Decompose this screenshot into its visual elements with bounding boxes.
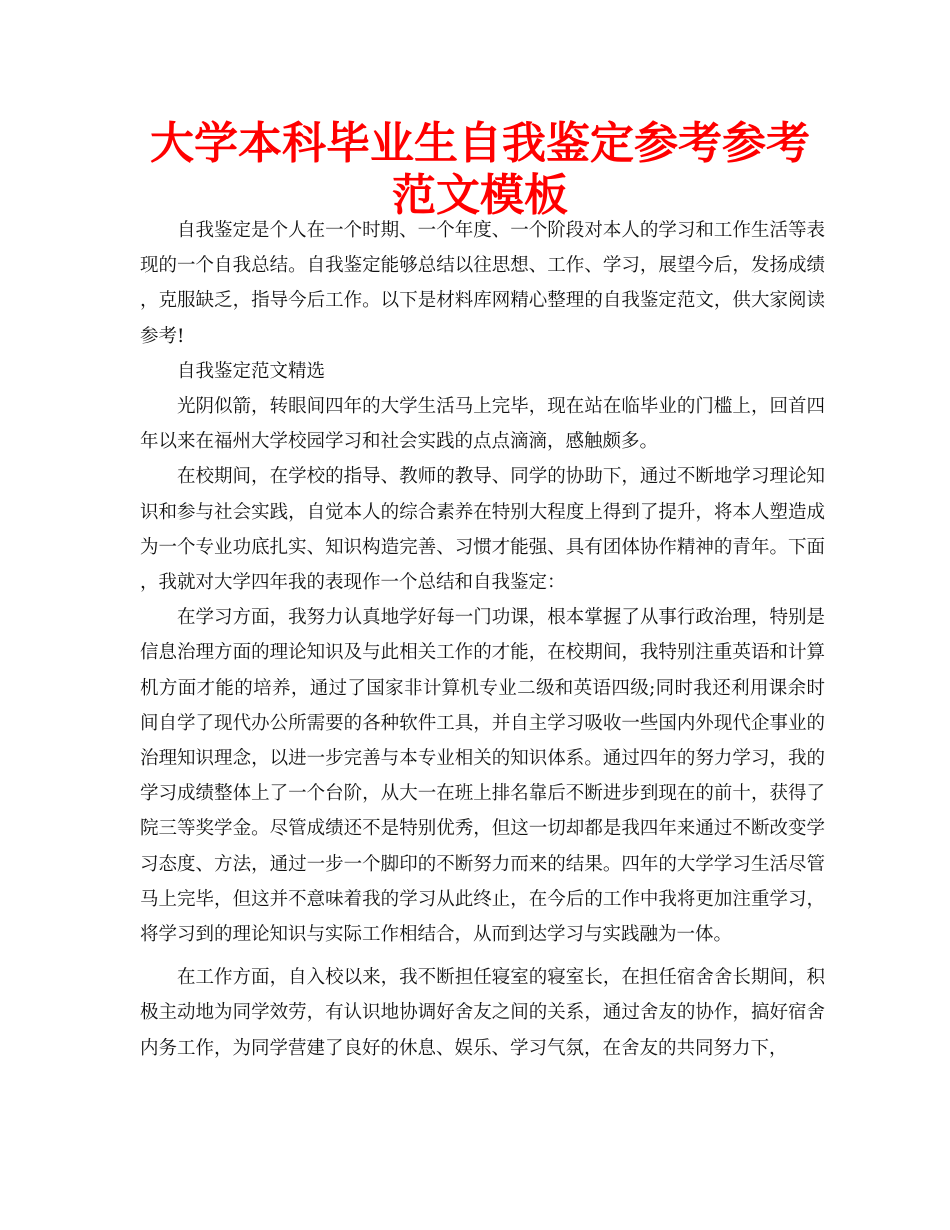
paragraph-school-period: 在校期间，在学校的指导、教师的教导、同学的协助下，通过不断地学习理论知识和参与社会实践，自觉本人的综合素养在特别大程度上得到了提升，将本人塑造成为一个专业功底扎实、知识构造完善、习惯才能强、具有团体协作精神的青年。下面，我就对大学四年我的表现作一个总结和自我鉴定： <box>140 466 825 594</box>
paragraph-opening: 光阴似箭，转眼间四年的大学生活马上完毕，现在站在临毕业的门槛上，回首四年以来在福州大学校园学习和社会实践的点点滴滴，感触颇多。 <box>140 396 825 453</box>
document-body <box>140 213 825 1066</box>
paragraph-work: 在工作方面，自入校以来，我不断担任寝室的寝室长，在担任宿舍舍长期间，积极主动地为同学效劳，有认识地协调好舍友之间的关系，通过舍友的协作，搞好宿舍内务工作，为同学营建了良好的休息、娱乐、学习气氛，在舍友的共同努力下， <box>140 967 825 1059</box>
paragraph-section-heading: 自我鉴定范文精选 <box>177 360 326 382</box>
paragraph-intro: 自我鉴定是个人在一个时期、一个年度、一个阶段对本人的学习和工作生活等表现的一个自我总结。自我鉴定能够总结以往思想、工作、学习，展望今后，发扬成绩，克服缺乏，指导今后工作。以下是材料库网精心整理的自我鉴定范文，供大家阅读参考! <box>140 220 825 347</box>
paragraph-study: 在学习方面，我努力认真地学好每一门功课，根本掌握了从事行政治理，特别是信息治理方面的理论知识及与此相关工作的才能，在校期间，我特别注重英语和计算机方面才能的培养，通过了国家非计算机专业二级和英语四级;同时我还利用课余时间自学了现代办公所需要的各种软件工具，并自主学习吸收一些国内外现代企事业的治理知识理念，以进一步完善与本专业相关的知识体系。通过四年的努力学习，我的学习成绩整体上了一个台阶，从大一在班上排名靠后不断进步到现在的前十，获得了院三等奖学金。尽管成绩还不是特别优秀，但这一切却都是我四年来通过不断改变学习态度、方法，通过一步一个脚印的不断努力而来的结果。四年的大学学习生活尽管马上完毕，但这并不意味着我的学习从此终止，在今后的工作中我将更加注重学习，将学习到的理论知识与实际工作相结合，从而到达学习与实践融为一体。 <box>140 607 825 946</box>
document-title: 大学本科毕业生自我鉴定参考参考范文模板 <box>150 118 810 221</box>
